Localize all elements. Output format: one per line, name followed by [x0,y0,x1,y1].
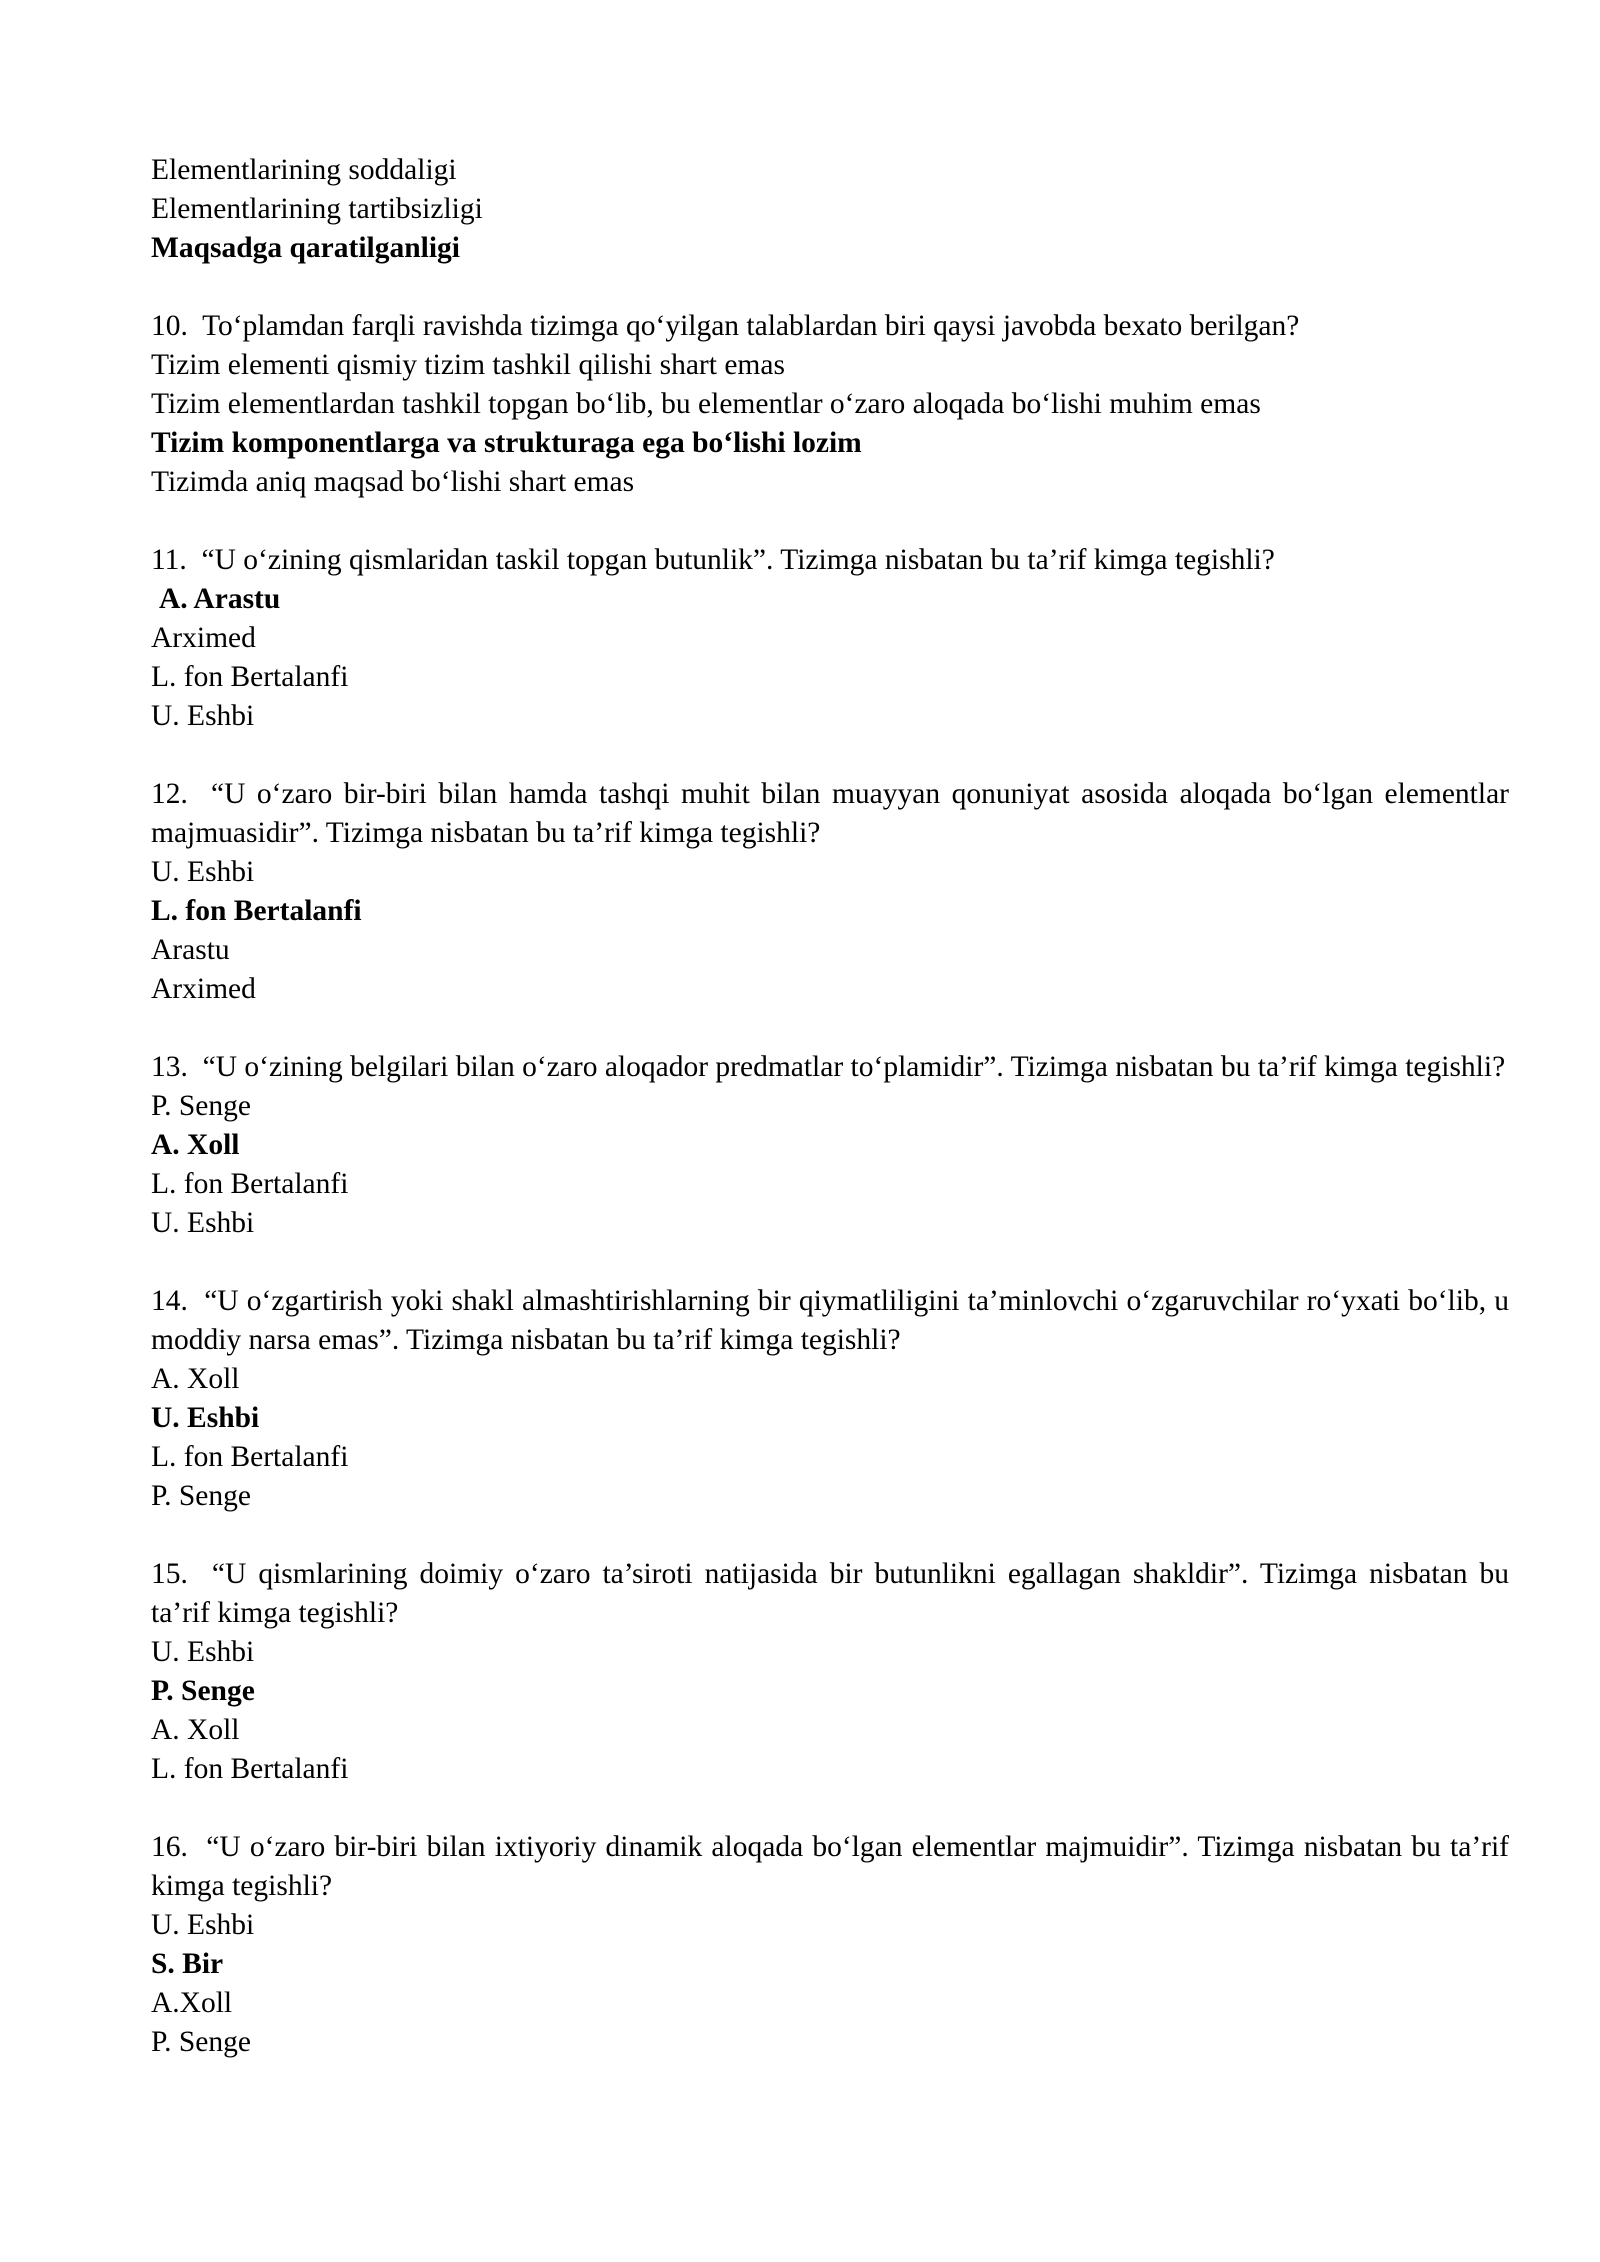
question-block [151,541,1509,736]
spacer [151,1243,1509,1282]
correct-answer-option: Maqsadga qaratilganligi [151,232,460,264]
question-block [151,1048,1509,1243]
question-text: 13. “U o‘zining belgilari bilan o‘zaro aloqador predmatlar to‘plamidir”. Tizimga nisbatan bu ta’rif kimga tegishli? [151,1051,1506,1083]
question-block [151,1555,1517,1789]
correct-answer-option: U. Eshbi [151,1402,260,1434]
question-block [151,775,1517,1009]
answer-option: Arximed [151,622,256,654]
answer-option: Tizim elementlardan tashkil topgan bo‘lib, bu elementlar o‘zaro aloqada bo‘lishi muhim emas [151,388,1261,420]
spacer [151,1789,1509,1828]
question-text: 10. To‘plamdan farqli ravishda tizimga qo‘yilgan talablardan biri qaysi javobda bexato berilgan? [151,310,1300,342]
spacer [151,1516,1509,1555]
answer-option: Elementlarining soddaligi [151,154,457,186]
correct-answer-option: A. Arastu [159,583,281,615]
answer-option: L. fon Bertalanfi [151,1168,349,1200]
answer-option: Arastu [151,934,230,966]
question-text: 15. “U qismlarining doimiy o‘zaro ta’siroti natijasida bir butunlikni egallagan shakldir”. Tizimga nisbatan bu ta’rif kimga tegishli? [151,1558,1517,1629]
question-text: 14. “U o‘zgartirish yoki shakl almashtirishlarning bir qiymatliligini ta’minlovchi o‘zgaruvchilar ro‘yxati bo‘lib, u moddiy narsa emas”. Tizimga nisbatan bu ta’rif kimga tegishli? [151,1285,1517,1356]
question-text: 12. “U o‘zaro bir-biri bilan hamda tashqi muhit bilan muayyan qonuniyat asosida aloqada bo‘lgan elementlar majmuasidir”. Tizimga nisbatan bu ta’rif kimga tegishli? [151,778,1517,849]
question-text: 16. “U o‘zaro bir-biri bilan ixtiyoriy dinamik aloqada bo‘lgan elementlar majmuidir”. Tizimga nisbatan bu ta’rif kimga tegishli? [151,1831,1517,1902]
question-block [151,1282,1517,1516]
answer-option: L. fon Bertalanfi [151,1441,349,1473]
answer-option: L. fon Bertalanfi [151,661,349,693]
answer-option: Tizimda aniq maqsad bo‘lishi shart emas [151,466,635,498]
answer-option: Tizim elementi qismiy tizim tashkil qilishi shart emas [151,349,785,381]
correct-answer-option: P. Senge [151,1675,255,1707]
answer-option: P. Senge [151,1090,251,1122]
spacer [151,1009,1509,1048]
document-page [151,151,1517,2062]
answer-option: U. Eshbi [151,700,255,732]
correct-answer-option: A. Xoll [151,1129,240,1161]
correct-answer-option: L. fon Bertalanfi [151,895,362,927]
question-block [151,1828,1517,2062]
question-block [151,307,1509,502]
question-text: 11. “U o‘zining qismlaridan taskil topgan butunlik”. Tizimga nisbatan bu ta’rif kimga tegishli? [151,544,1275,576]
answer-option: A. Xoll [151,1363,240,1395]
answer-option: U. Eshbi [151,856,255,888]
answer-option: Elementlarining tartibsizligi [151,193,483,225]
answer-option: P. Senge [151,2026,251,2058]
answer-option: U. Eshbi [151,1636,255,1668]
answer-option: A.Xoll [151,1987,233,2019]
correct-answer-option: S. Bir [151,1948,224,1980]
spacer [151,268,1509,307]
answer-option: U. Eshbi [151,1909,255,1941]
answer-option: U. Eshbi [151,1207,255,1239]
spacer [151,502,1509,541]
answer-option: Arximed [151,973,256,1005]
answer-option: P. Senge [151,1480,251,1512]
spacer [151,736,1509,775]
correct-answer-option: Tizim komponentlarga va strukturaga ega bo‘lishi lozim [151,427,862,459]
answer-option: L. fon Bertalanfi [151,1753,349,1785]
answer-option: A. Xoll [151,1714,240,1746]
